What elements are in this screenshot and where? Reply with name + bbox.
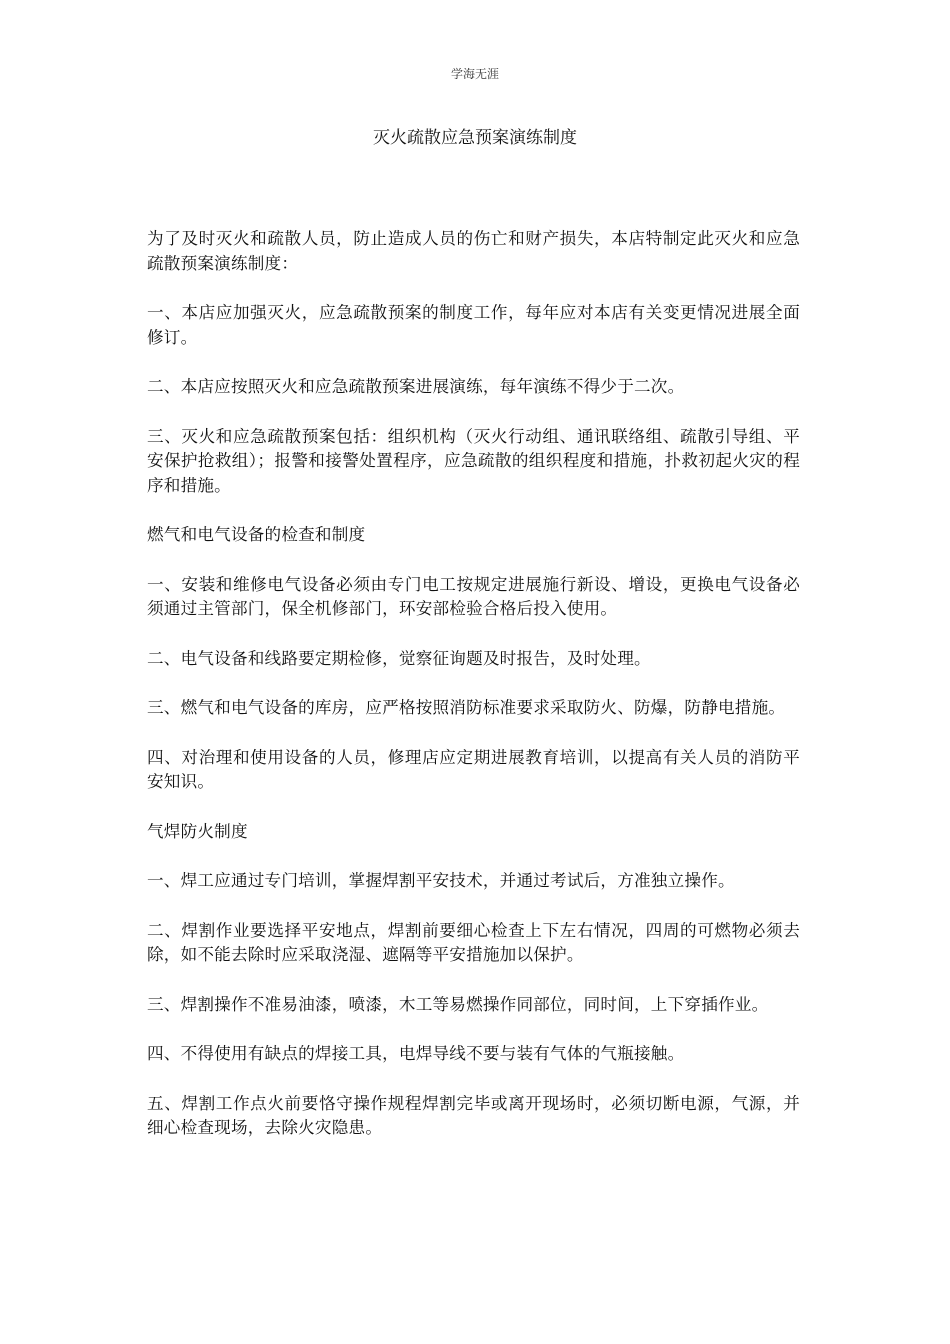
paragraph: 四、不得使用有缺点的焊接工具，电焊导线不要与装有气体的气瓶接触。 xyxy=(147,1044,685,1063)
page-header: 学海无涯 xyxy=(450,67,499,81)
paragraph: 四、对治理和使用设备的人员，修理店应定期进展教育培训，以提高有关人员的消防平安知识。 xyxy=(147,747,800,791)
section-heading: 燃气和电气设备的检查和制度 xyxy=(147,525,366,544)
paragraph: 三、燃气和电气设备的库房，应严格按照消防标准要求采取防火、防爆，防静电措施。 xyxy=(147,698,786,717)
paragraph: 一、安装和维修电气设备必须由专门电工按规定进展施行新设、增设，更换电气设备必须通过主管部门，保全机修部门，环安部检验合格后投入使用。 xyxy=(147,574,800,618)
paragraph: 五、焊割工作点火前要恪守操作规程焊割完毕或离开现场时，必须切断电源，气源，并细心检查现场，去除火灾隐患。 xyxy=(147,1093,800,1137)
paragraph: 二、本店应按照灭火和应急疏散预案进展演练，每年演练不得少于二次。 xyxy=(147,377,685,396)
paragraph: 三、灭火和应急疏散预案包括：组织机构（灭火行动组、通讯联络组、疏散引导组、平安保护抢救组）；报警和接警处置程序，应急疏散的组织程度和措施，扑救初起火灾的程序和措施。 xyxy=(147,426,800,495)
paragraph: 一、焊工应通过专门培训，掌握焊割平安技术，并通过考试后，方准独立操作。 xyxy=(147,871,735,890)
paragraph: 二、焊割作业要选择平安地点，焊割前要细心检查上下左右情况，四周的可燃物必须去除，如不能去除时应采取浇湿、遮隔等平安措施加以保护。 xyxy=(147,920,800,964)
paragraph: 一、本店应加强灭火，应急疏散预案的制度工作，每年应对本店有关变更情况进展全面修订。 xyxy=(147,303,800,347)
paragraph-intro: 为了及时灭火和疏散人员，防止造成人员的伤亡和财产损失，本店特制定此灭火和应急疏散预案演练制度： xyxy=(147,229,800,273)
document-body xyxy=(147,227,800,1166)
paragraph: 二、电气设备和线路要定期检修，觉察征询题及时报告，及时处理。 xyxy=(147,648,651,668)
section-heading: 气焊防火制度 xyxy=(147,821,248,841)
document-title: 灭火疏散应急预案演练制度 xyxy=(373,128,577,148)
paragraph: 三、焊割操作不准易油漆，喷漆，木工等易燃操作同部位，同时间，上下穿插作业。 xyxy=(147,994,769,1014)
